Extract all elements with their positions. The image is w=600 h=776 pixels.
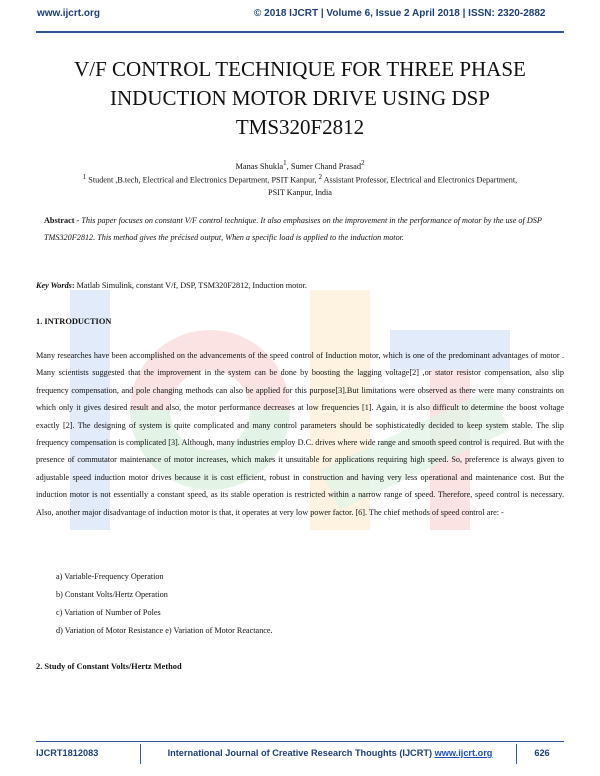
keywords-text: Matlab Simulink, constant V/f, DSP, TSM320F2812, Induction motor.: [76, 281, 307, 290]
section-heading-volts-hertz: 2. Study of Constant Volts/Hertz Method: [36, 662, 182, 671]
list-item: a) Variable-Frequency Operation: [56, 572, 164, 581]
footer-journal-name: International Journal of Creative Research Thoughts (IJCRT): [167, 748, 432, 758]
title-line: INDUCTION MOTOR DRIVE USING DSP: [110, 86, 490, 110]
header-rule: [36, 31, 564, 33]
author-line: Manas Shukla$^1$, Sumer Chand Prasad$^2$: [235, 159, 365, 171]
footer-paper-id: IJCRT1812083: [36, 748, 99, 758]
introduction-paragraph: Many researches have been accomplished on the advancements of the speed control of Induction motor, which is one of the predominant advantages of motor . Many scientists suggested that the improvement in the system can be done by boosting the lagging voltage[2] ,or stator resistor compensation, also slip frequency compensation, and pole changing methods can also be applied for this purpose[3].But limitations were observed as there were many constraints on which only it gives desired result and also, the motor performance decreases at low frequencies [1]. Again, it is also difficult to determine the boost voltage exactly [2]. The designing of system is quite complicated and many control parameters should be sophisticatedly decided to keep system stable. The slip frequency compensation is complicated [3]. Although, many industries employ D.C. drives where wide range and smooth speed control is required. But with the presence of commutator maintenance of motor increases, which makes it unsuitable for applications requiring high speed. So, preference is always given to adjustable speed induction motor drives because it is cost efficient, robust in construction and having very less operational and maintenance cost. But the induction motor is not essentially a constant speed, as its stable operation is restricted within a narrow range of speed. Therefore, speed control is necessary. Also, another major disadvantage of induction motor is that, it operates at very low power factor. [6]. The chief methods of speed control are: -: [36, 351, 564, 517]
list-item: b) Constant Volts/Hertz Operation: [56, 590, 168, 599]
aff-sup: 1: [82, 174, 87, 181]
author-sup: 1: [283, 159, 287, 167]
abstract-label: Abstract -: [44, 216, 80, 225]
section-heading-introduction: 1. INTRODUCTION: [36, 317, 112, 326]
aff-sup: 2: [318, 174, 322, 181]
author-name: Sumer Chand Prasad: [290, 161, 362, 171]
affiliation-1: Student ,B.tech, Electrical and Electronics Department, PSIT Kanpur,: [88, 175, 317, 185]
paper-title: [40, 55, 560, 142]
header-site: www.ijcrt.org: [37, 8, 100, 19]
abstract-text: This paper focuses on constant V/F control technique. It also emphasises on the improvement in the performance of motor by the use of DSP TMS320F2812. This method gives the précised output, When a specific load is applied to the induction motor.: [44, 216, 542, 242]
footer-separator: [516, 744, 517, 764]
footer-rule: [36, 741, 564, 742]
keywords-label: Key Words: [36, 281, 72, 290]
title-line: V/F CONTROL TECHNIQUE FOR THREE PHASE: [74, 57, 526, 81]
footer-journal-link[interactable]: www.ijcrt.org: [434, 748, 493, 758]
footer-separator: [140, 744, 141, 764]
keywords: Key Words: Matlab Simulink, constant V/f, DSP, TSM320F2812, Induction motor.: [36, 281, 307, 290]
author-sup: 2: [361, 159, 365, 167]
abstract: [44, 212, 560, 246]
speed-control-methods-list: [56, 572, 273, 644]
author-name: Manas Shukla: [235, 161, 284, 171]
list-item: c) Variation of Number of Poles: [56, 608, 161, 617]
footer-journal: [145, 748, 515, 763]
title-line: TMS320F2812: [235, 115, 365, 139]
affiliation-line-2: PSIT Kanpur, India: [268, 187, 332, 197]
list-item: d) Variation of Motor Resistance e) Variation of Motor Reactance.: [56, 626, 273, 635]
header-citation: © 2018 IJCRT | Volume 6, Issue 2 April 2018 | ISSN: 2320-2882: [254, 8, 546, 19]
footer-page-number: 626: [534, 748, 550, 758]
affiliation: [40, 172, 560, 199]
affiliation-2: Assistant Professor, Electrical and Electronics Department,: [323, 175, 518, 185]
